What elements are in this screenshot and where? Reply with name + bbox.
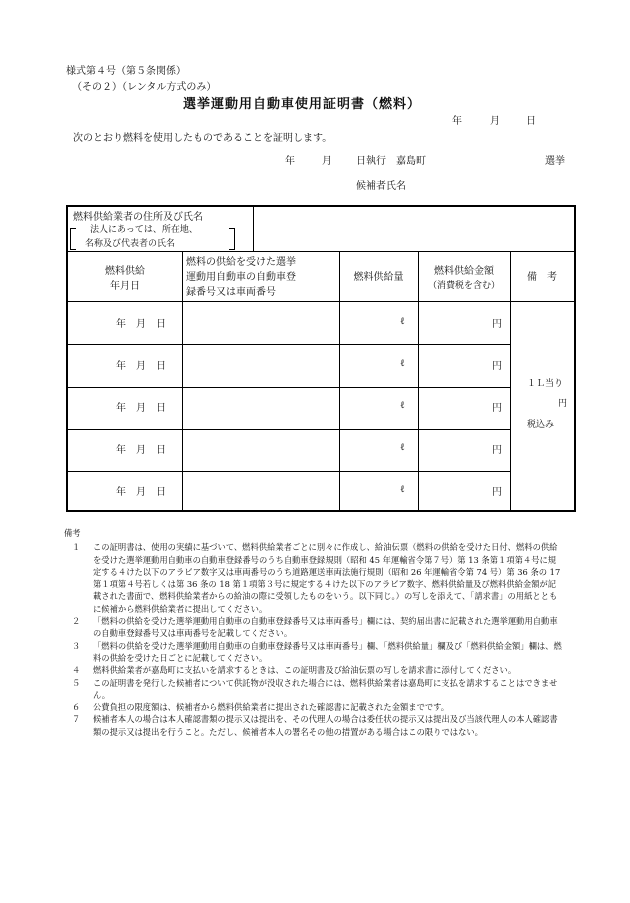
note-item [64, 677, 564, 702]
note-text: 候補者本人の場合は本人確認書類の提示又は提出を、その代理人の場合は委任状の提示又は提出及び当該代理人の本人確認書類の提示又は提出を行うこと。ただし、候補者本人の署名その他の措置がある場合はこの限りではない。 [93, 714, 558, 737]
header-vehicle-2: 運動用自動車の自動車登 [186, 272, 296, 283]
row-date: 年 月 日 [116, 361, 166, 372]
issue-date-day: 日 [526, 116, 536, 127]
table-rule [182, 251, 183, 510]
supplier-note-2: 名称及び代表者の氏名 [85, 239, 176, 249]
note-text: この証明書を発行した候補者について供託物が没収された場合には、燃料供給業者は嘉島町に支払を請求することはできません。 [93, 677, 558, 700]
remarks-yen: 円 [558, 399, 568, 409]
notes-section [64, 527, 564, 738]
note-text: 燃料供給業者が嘉島町に支払いを請求するときは、この証明書及び給油伝票の写しを請求書に添付してください。 [93, 665, 517, 676]
note-number: ６ [72, 702, 81, 713]
note-number: ４ [72, 665, 81, 676]
note-text: 公費負担の限度額は、候補者から燃料供給業者に提出された確認書に記載された金額までです。 [93, 702, 450, 713]
note-text: 「燃料の供給を受けた選挙運動用自動車の自動車登録番号又は車両番号」欄、「燃料供給量」欄及び「燃料供給金額」欄は、燃料の供給を受けた日ごとに記載してください。 [93, 640, 562, 663]
row-liter-unit: ℓ [400, 442, 405, 453]
header-fuel-amount: 燃料供給量 [353, 272, 404, 283]
row-liter-unit: ℓ [400, 316, 405, 327]
supplier-note-1: 法人にあっては、所在地、 [90, 225, 198, 235]
table-rule [68, 251, 574, 252]
bracket-left [70, 228, 76, 250]
note-number: ３ [72, 640, 81, 651]
supplier-label: 燃料供給業者の住所及び氏名 [73, 212, 203, 223]
election-date-text: 日執行 嘉島町 [356, 156, 426, 167]
note-item [64, 615, 564, 640]
row-liter-unit: ℓ [400, 484, 405, 495]
election-suffix: 選挙 [545, 156, 565, 167]
document-title: 選挙運動用自動車使用証明書（燃料） [183, 97, 422, 112]
row-yen-unit: 円 [492, 445, 502, 456]
table-rule [68, 471, 510, 472]
header-remarks: 備 考 [527, 272, 557, 283]
note-number: ５ [72, 677, 81, 688]
table-rule [68, 301, 574, 302]
form-number: 様式第４号（第５条関係） [66, 66, 186, 77]
note-number: １ [72, 542, 81, 553]
bracket-right [229, 228, 235, 250]
note-text: 「燃料の供給を受けた選挙運動用自動車の自動車登録番号又は車両番号」欄には、契約届出書に記載された選挙運動用自動車の自動車登録番号又は車両番号を記載してください。 [93, 616, 558, 639]
header-vehicle-1: 燃料の供給を受けた選挙 [186, 257, 296, 268]
election-date-year: 年 [285, 156, 295, 167]
table-rule [68, 344, 510, 345]
election-date-month: 月 [322, 156, 332, 167]
row-yen-unit: 円 [492, 403, 502, 414]
note-item [64, 640, 564, 665]
form-subtitle: （その２）（レンタル方式のみ） [72, 82, 217, 93]
table-rule [339, 251, 340, 510]
table-rule [253, 207, 254, 251]
note-text: この証明書は、使用の実績に基づいて、燃料供給業者ごとに別々に作成し、給油伝票（燃料の供給を受けた日付、燃料の供給を受けた選挙運動用自動車の自動車登録番号のうち自動車登録規則（昭和 45 年運輸省令第７号）第 13 条第１項第４号に規定する４けた以下のアラビア数字又は車両番号のうち道路運送車両法施行規則（昭和 26 年運輸省令第 74 号）第 36 条の 17 第１項第４号若しくは第 36 条の 18 第１項第３号に規定する４けた以下のアラビア数字、燃料供給量及び燃料供給金額が記載された書面で、燃料供給業者からの給油の際に受領したものをいう。以下同じ。）の写しを添えて、「請求書」の用紙とともに候補から燃料供給業者に提出してください。 [93, 542, 561, 614]
remarks-tax-included: 税込み [527, 420, 555, 430]
row-date: 年 月 日 [116, 487, 166, 498]
header-vehicle-3: 録番号又は車両番号 [186, 287, 276, 298]
table-rule [510, 251, 511, 510]
row-date: 年 月 日 [116, 319, 166, 330]
row-yen-unit: 円 [492, 319, 502, 330]
row-yen-unit: 円 [492, 361, 502, 372]
issue-date-month: 月 [490, 116, 500, 127]
note-number: ２ [72, 616, 81, 627]
row-date: 年 月 日 [116, 403, 166, 414]
remarks-per-liter: １Ｌ当り [527, 379, 564, 389]
certification-statement: 次のとおり燃料を使用したものであることを証明します。 [73, 133, 333, 144]
issue-date-year: 年 [452, 116, 462, 127]
note-item [64, 664, 564, 676]
header-fuel-price-2: （消費税を含む） [427, 281, 500, 291]
row-liter-unit: ℓ [400, 358, 405, 369]
candidate-name-label: 候補者氏名 [356, 181, 406, 192]
header-date-1: 燃料供給 [105, 266, 145, 277]
row-yen-unit: 円 [492, 487, 502, 498]
notes-heading: 備考 [64, 528, 81, 538]
row-date: 年 月 日 [116, 445, 166, 456]
note-item [64, 713, 564, 738]
header-date-2: 年月日 [110, 281, 140, 292]
note-number: ７ [72, 714, 81, 725]
note-item [64, 701, 564, 713]
table-rule [68, 387, 510, 388]
note-item [64, 541, 564, 615]
header-fuel-price-1: 燃料供給金額 [434, 266, 494, 277]
table-rule [68, 429, 510, 430]
row-liter-unit: ℓ [400, 400, 405, 411]
